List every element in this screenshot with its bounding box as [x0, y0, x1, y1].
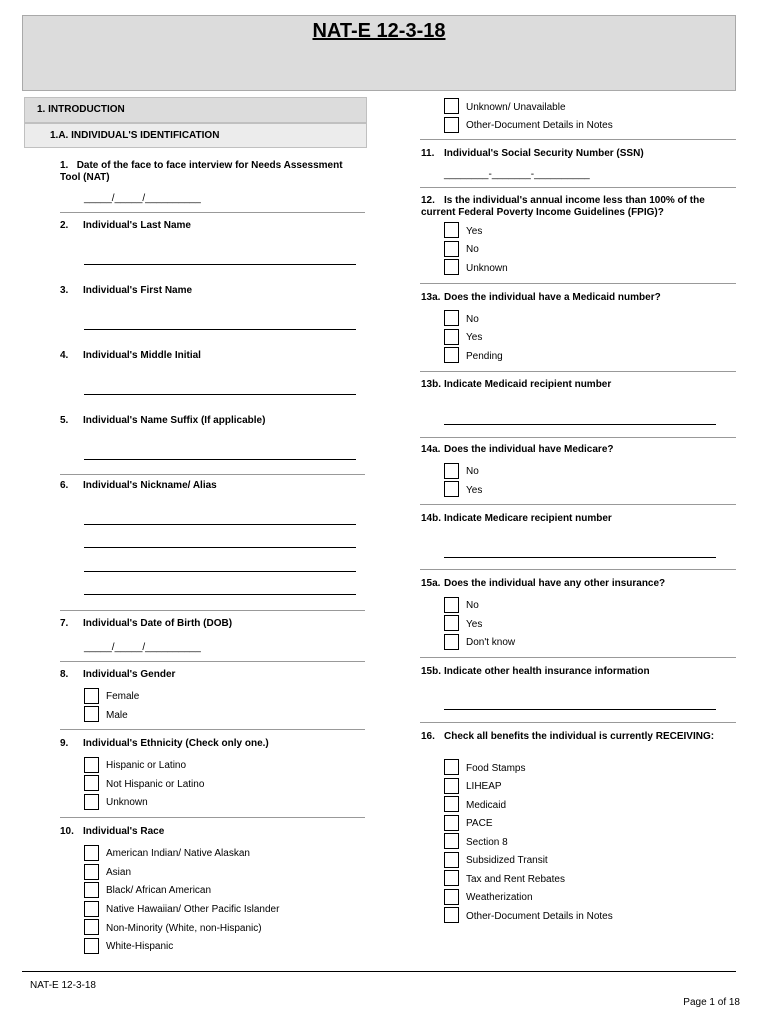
first-name-field[interactable]: [84, 329, 356, 330]
nickname-field-4[interactable]: [84, 594, 356, 595]
checkbox-race-6[interactable]: [84, 938, 99, 954]
section-introduction: 1. INTRODUCTION: [24, 97, 367, 123]
divider: [420, 371, 736, 372]
divider: [60, 610, 365, 611]
divider: [60, 474, 365, 475]
checkbox-race-3[interactable]: [84, 882, 99, 898]
question-6: 6. Individual's Nickname/ Alias: [60, 480, 217, 491]
checkbox-benefit-2[interactable]: [444, 778, 459, 794]
option-race-4: Native Hawaiian/ Other Pacific Islander: [106, 904, 280, 915]
option-benefit-3: Medicaid: [466, 800, 507, 811]
option-ethnicity-unknown: Unknown: [106, 797, 148, 808]
option-fpig-no: No: [466, 244, 479, 255]
section-identification: 1.A. INDIVIDUAL'S IDENTIFICATION: [24, 123, 367, 148]
question-4: 4. Individual's Middle Initial: [60, 350, 201, 361]
option-fpig-unknown: Unknown: [466, 263, 508, 274]
footer-form-id: NAT-E 12-3-18: [30, 980, 96, 991]
checkbox-race-4[interactable]: [84, 901, 99, 917]
option-benefit-7: Tax and Rent Rebates: [466, 874, 565, 885]
checkbox-insurance-no[interactable]: [444, 597, 459, 613]
option-unknown-unavailable: Unknown/ Unavailable: [466, 102, 566, 113]
divider: [420, 283, 736, 284]
checkbox-benefit-9[interactable]: [444, 907, 459, 923]
checkbox-race-1[interactable]: [84, 845, 99, 861]
option-race-3: Black/ African American: [106, 885, 212, 896]
footer-divider: [22, 971, 736, 972]
nickname-field-3[interactable]: [84, 571, 356, 572]
nickname-field-2[interactable]: [84, 547, 356, 548]
question-13a: 13a. Does the individual have a Medicaid number?: [421, 292, 661, 303]
checkbox-ethnicity-unknown[interactable]: [84, 794, 99, 810]
checkbox-benefit-4[interactable]: [444, 815, 459, 831]
checkbox-medicaid-pending[interactable]: [444, 347, 459, 363]
checkbox-hispanic[interactable]: [84, 757, 99, 773]
question-5: 5. Individual's Name Suffix (If applicable): [60, 415, 266, 426]
question-11: 11. Individual's Social Security Number (SSN): [421, 148, 644, 159]
divider: [420, 569, 736, 570]
checkbox-not-hispanic[interactable]: [84, 775, 99, 791]
checkbox-insurance-yes[interactable]: [444, 615, 459, 631]
option-medicare-yes: Yes: [466, 485, 483, 496]
option-insurance-dont-know: Don't know: [466, 637, 516, 648]
question-1: 1. Date of the face to face interview for Needs Assessment Tool (NAT): [60, 160, 343, 183]
divider: [60, 729, 365, 730]
question-13b: 13b. Indicate Medicaid recipient number: [421, 379, 612, 390]
option-other-document: Other-Document Details in Notes: [466, 120, 613, 131]
option-female: Female: [106, 691, 140, 702]
question-12: 12. Is the individual's annual income less than 100% of the current Federal Poverty Income Guidelines (FPIG)?: [421, 195, 705, 218]
option-benefit-5: Section 8: [466, 837, 508, 848]
other-insurance-field[interactable]: [444, 709, 716, 710]
checkbox-other-document[interactable]: [444, 117, 459, 133]
checkbox-fpig-no[interactable]: [444, 241, 459, 257]
checkbox-medicare-no[interactable]: [444, 463, 459, 479]
form-header: [22, 15, 736, 91]
medicare-number-field[interactable]: [444, 557, 716, 558]
page-number: Page 1 of 18: [683, 997, 740, 1008]
checkbox-benefit-5[interactable]: [444, 833, 459, 849]
option-hispanic: Hispanic or Latino: [106, 760, 187, 771]
question-2: 2. Individual's Last Name: [60, 220, 191, 231]
option-medicaid-yes: Yes: [466, 332, 483, 343]
ssn-field[interactable]: ________-_______-__________: [444, 169, 590, 180]
last-name-field[interactable]: [84, 264, 356, 265]
divider: [420, 187, 736, 188]
divider: [420, 437, 736, 438]
checkbox-benefit-7[interactable]: [444, 870, 459, 886]
divider: [420, 504, 736, 505]
option-benefit-8: Weatherization: [466, 892, 533, 903]
option-benefit-6: Subsidized Transit: [466, 855, 548, 866]
name-suffix-field[interactable]: [84, 459, 356, 460]
nickname-field-1[interactable]: [84, 524, 356, 525]
option-medicare-no: No: [466, 466, 479, 477]
checkbox-medicaid-yes[interactable]: [444, 329, 459, 345]
dob-field[interactable]: _____/_____/__________: [84, 642, 201, 653]
checkbox-medicare-yes[interactable]: [444, 481, 459, 497]
option-insurance-yes: Yes: [466, 619, 483, 630]
option-race-6: White-Hispanic: [106, 941, 174, 952]
option-medicaid-no: No: [466, 314, 479, 325]
question-14b: 14b. Indicate Medicare recipient number: [421, 513, 612, 524]
option-fpig-yes: Yes: [466, 226, 483, 237]
option-not-hispanic: Not Hispanic or Latino: [106, 779, 205, 790]
checkbox-race-2[interactable]: [84, 864, 99, 880]
question-14a: 14a. Does the individual have Medicare?: [421, 444, 614, 455]
divider: [420, 722, 736, 723]
option-benefit-1: Food Stamps: [466, 763, 526, 774]
question-16: 16. Check all benefits the individual is currently RECEIVING:: [421, 731, 715, 742]
option-benefit-9: Other-Document Details in Notes: [466, 911, 613, 922]
form-title: NAT-E 12-3-18: [312, 20, 446, 42]
divider: [420, 657, 736, 658]
checkbox-female[interactable]: [84, 688, 99, 704]
question-8: 8. Individual's Gender: [60, 669, 176, 680]
checkbox-male[interactable]: [84, 706, 99, 722]
checkbox-benefit-6[interactable]: [444, 852, 459, 868]
checkbox-benefit-8[interactable]: [444, 889, 459, 905]
option-medicaid-pending: Pending: [466, 351, 503, 362]
checkbox-unknown-unavailable[interactable]: [444, 98, 459, 114]
checkbox-insurance-dont-know[interactable]: [444, 634, 459, 650]
option-insurance-no: No: [466, 600, 479, 611]
checkbox-benefit-1[interactable]: [444, 759, 459, 775]
question-9: 9. Individual's Ethnicity (Check only one.): [60, 738, 269, 749]
question-10: 10. Individual's Race: [60, 826, 165, 837]
divider: [420, 139, 736, 140]
divider: [60, 661, 365, 662]
option-race-5: Non-Minority (White, non-Hispanic): [106, 923, 262, 934]
question-7: 7. Individual's Date of Birth (DOB): [60, 618, 233, 629]
option-male: Male: [106, 710, 128, 721]
question-3: 3. Individual's First Name: [60, 285, 193, 296]
checkbox-medicaid-no[interactable]: [444, 310, 459, 326]
checkbox-benefit-3[interactable]: [444, 796, 459, 812]
checkbox-race-5[interactable]: [84, 919, 99, 935]
option-race-1: American Indian/ Native Alaskan: [106, 848, 250, 859]
checkbox-fpig-unknown[interactable]: [444, 259, 459, 275]
question-15a: 15a. Does the individual have any other insurance?: [421, 578, 666, 589]
option-benefit-2: LIHEAP: [466, 781, 502, 792]
option-benefit-4: PACE: [466, 818, 493, 829]
checkbox-fpig-yes[interactable]: [444, 222, 459, 238]
middle-initial-field[interactable]: [84, 394, 356, 395]
interview-date-field[interactable]: _____/_____/__________: [84, 193, 201, 204]
medicaid-number-field[interactable]: [444, 424, 716, 425]
question-15b: 15b. Indicate other health insurance information: [421, 666, 650, 677]
divider: [60, 817, 365, 818]
divider: [60, 212, 365, 213]
option-race-2: Asian: [106, 867, 132, 878]
